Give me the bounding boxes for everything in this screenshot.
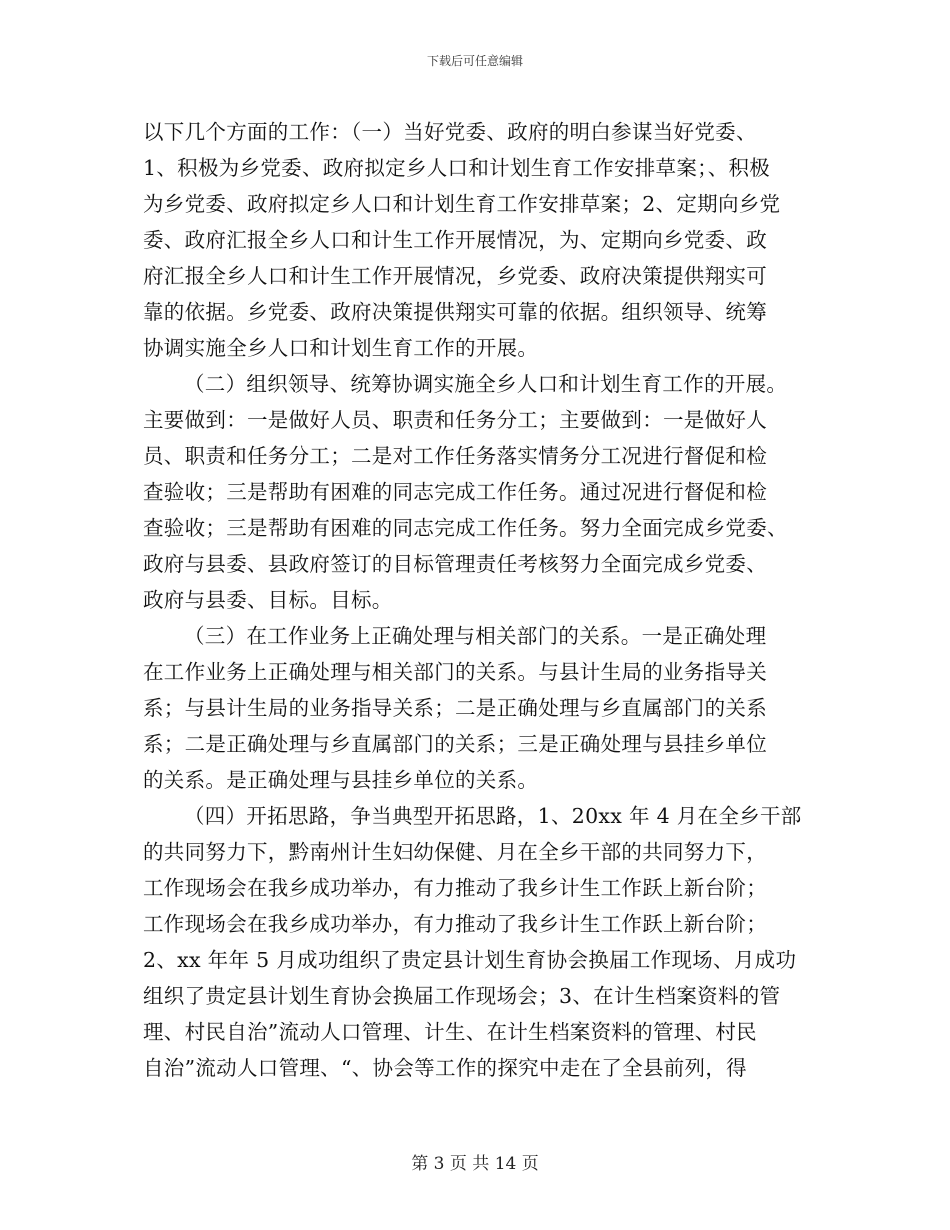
text-line: 1、积极为乡党委、政府拟定乡人口和计划生育工作安排草案；、积极 (143, 156, 771, 180)
text-line: 组织了贵定县计划生育协会换届工作现场会；3、在计生档案资料的管 (143, 984, 781, 1008)
text-line: 主要做到：一是做好人员、职责和任务分工；主要做到：一是做好人 (143, 408, 767, 432)
text-line: 府汇报全乡人口和计生工作开展情况，乡党委、政府决策提供翔实可 (143, 264, 767, 288)
text-line: 工作现场会在我乡成功举办，有力推动了我乡计生工作跃上新台阶； (143, 876, 767, 900)
text-line: 2、xx 年年 5 月成功组织了贵定县计划生育协会换届工作现场、月成功 (143, 948, 797, 972)
text-line: 的共同努力下，黔南州计生妇幼保健、月在全乡干部的共同努力下， (143, 840, 767, 864)
text-line: 查验收；三是帮助有困难的同志完成工作任务。努力全面完成乡党委、 (143, 516, 788, 540)
text-line: 政府与县委、县政府签订的目标管理责任考核努力全面完成乡党委、 (143, 552, 767, 576)
text-line: 员、职责和任务分工；二是对工作任务落实情务分工况进行督促和检 (143, 444, 767, 468)
text-line: 查验收；三是帮助有困难的同志完成工作任务。通过况进行督促和检 (143, 480, 767, 504)
text-line: 靠的依据。乡党委、政府决策提供翔实可靠的依据。组织领导、统筹 (143, 300, 767, 324)
text-line: 的关系。是正确处理与县挂乡单位的关系。 (143, 768, 539, 792)
paragraph-start-line: （四）开拓思路，争当典型开拓思路，1、20xx 年 4 月在全乡干部 (184, 804, 802, 828)
text-line: 工作现场会在我乡成功举办，有力推动了我乡计生工作跃上新台阶； (143, 912, 767, 936)
text-line: 以下几个方面的工作：（一）当好党委、政府的明白参谋当好党委、 (143, 120, 757, 144)
document-body (143, 114, 813, 1086)
page-header: 下载后可任意编辑 (426, 54, 523, 68)
text-line: 协调实施全乡人口和计划生育工作的开展。 (143, 336, 539, 360)
paragraph-start-line: （二）组织领导、统筹协调实施全乡人口和计划生育工作的开展。 (184, 372, 788, 396)
text-line: 系；与县计生局的业务指导关系；二是正确处理与乡直属部门的关系 (143, 696, 767, 720)
text-line: 为乡党委、政府拟定乡人口和计划生育工作安排草案；2、定期向乡党 (143, 192, 781, 216)
text-line: 在工作业务上正确处理与相关部门的关系。与县计生局的业务指导关 (143, 660, 767, 684)
text-line: 理、村民自治”流动人口管理、计生、在计生档案资料的管理、村民 (143, 1020, 757, 1044)
page-number: 第 3 页 共 14 页 (411, 1154, 539, 1174)
text-line: 系；二是正确处理与乡直属部门的关系；三是正确处理与县挂乡单位 (143, 732, 767, 756)
text-line: 委、政府汇报全乡人口和计生工作开展情况，为、定期向乡党委、政 (143, 228, 767, 252)
text-line: 政府与县委、目标。目标。 (143, 588, 393, 612)
paragraph-start-line: （三）在工作业务上正确处理与相关部门的关系。一是正确处理 (184, 624, 767, 648)
text-line: 自治”流动人口管理、“、协会等工作的探究中走在了全县前列，得 (143, 1056, 747, 1080)
